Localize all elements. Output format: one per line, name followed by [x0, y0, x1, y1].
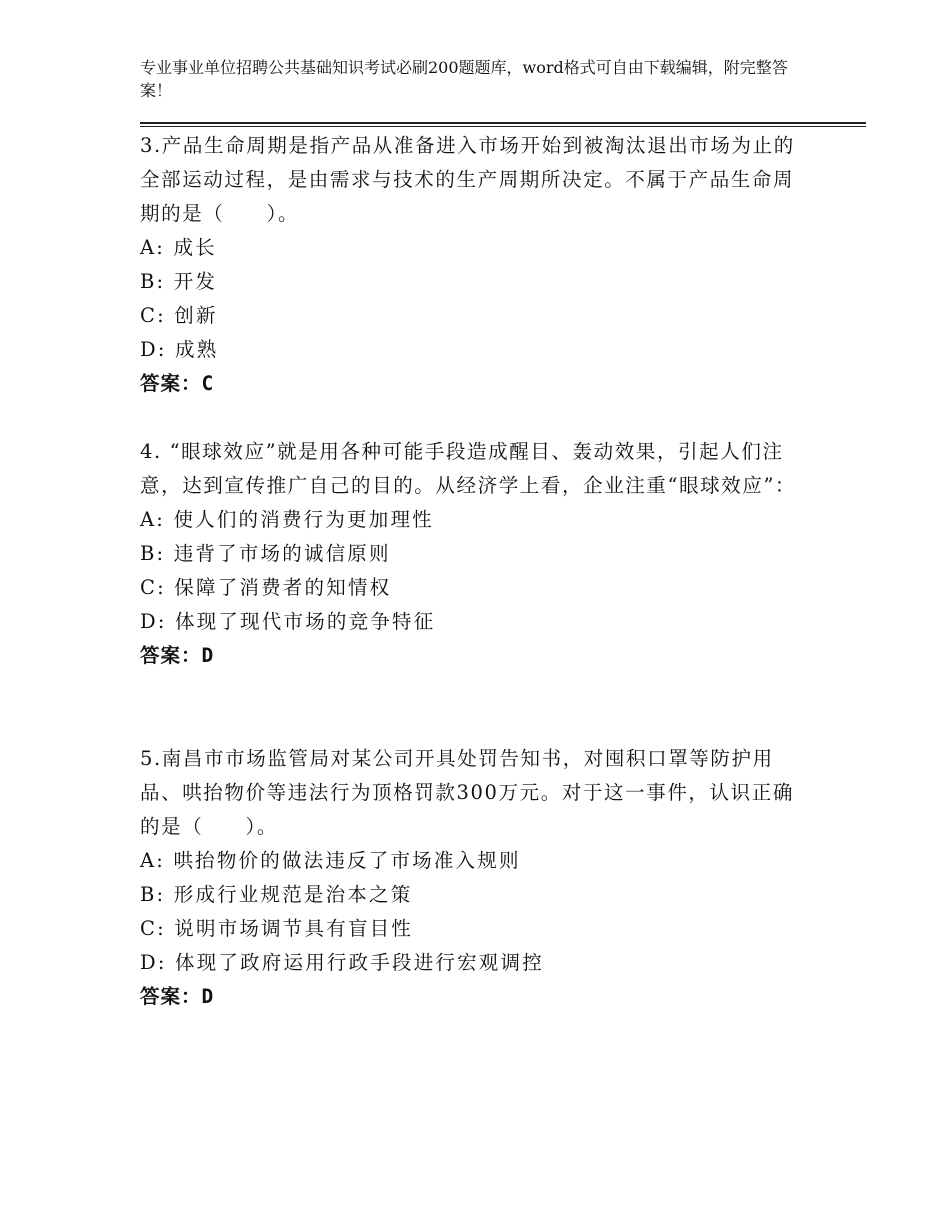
- option-a: A: 成长: [140, 236, 217, 259]
- option-a: A: 哄抬物价的做法违反了市场准入规则: [140, 849, 521, 872]
- option-d: D: 体现了现代市场的竞争特征: [140, 610, 436, 633]
- question-stem: 4. “眼球效应”就是用各种可能手段造成醒目、轰动效果，引起人们注意，达到宣传推广自己的目的。从经济学上看，企业注重“眼球效应”：: [140, 440, 797, 497]
- answer-label: 答案：D: [140, 644, 215, 667]
- answer-label: 答案：D: [140, 985, 215, 1008]
- question-stem: 3.产品生命周期是指产品从准备进入市场开始到被淘汰退出市场为止的全部运动过程，是由需求与技术的生产周期所决定。不属于产品生命周期的是（ ）。: [140, 134, 795, 225]
- option-d: D: 体现了政府运用行政手段进行宏观调控: [140, 951, 544, 974]
- question-4: [140, 435, 810, 673]
- option-c: C: 创新: [140, 304, 218, 327]
- question-3: [140, 129, 810, 401]
- option-d: D: 成熟: [140, 338, 219, 361]
- header-divider-thick: [140, 122, 866, 124]
- option-b: B: 开发: [140, 270, 218, 293]
- question-stem: 5.南昌市市场监管局对某公司开具处罚告知书，对囤积口罩等防护用品、哄抬物价等违法行为顶格罚款300万元。对于这一事件，认识正确的是（ ）。: [140, 747, 794, 838]
- question-5: [140, 742, 810, 1014]
- option-b: B: 违背了市场的诚信原则: [140, 542, 391, 565]
- header-divider-thin: [140, 126, 866, 127]
- option-a: A: 使人们的消费行为更加理性: [140, 508, 434, 531]
- header-title: 专业事业单位招聘公共基础知识考试必刷200题题库，word格式可自由下载编辑，附完整答案！: [140, 58, 788, 100]
- document-header: [140, 56, 800, 102]
- answer-label: 答案：C: [140, 372, 215, 395]
- option-c: C: 说明市场调节具有盲目性: [140, 917, 413, 940]
- option-c: C: 保障了消费者的知情权: [140, 576, 392, 599]
- option-b: B: 形成行业规范是治本之策: [140, 883, 413, 906]
